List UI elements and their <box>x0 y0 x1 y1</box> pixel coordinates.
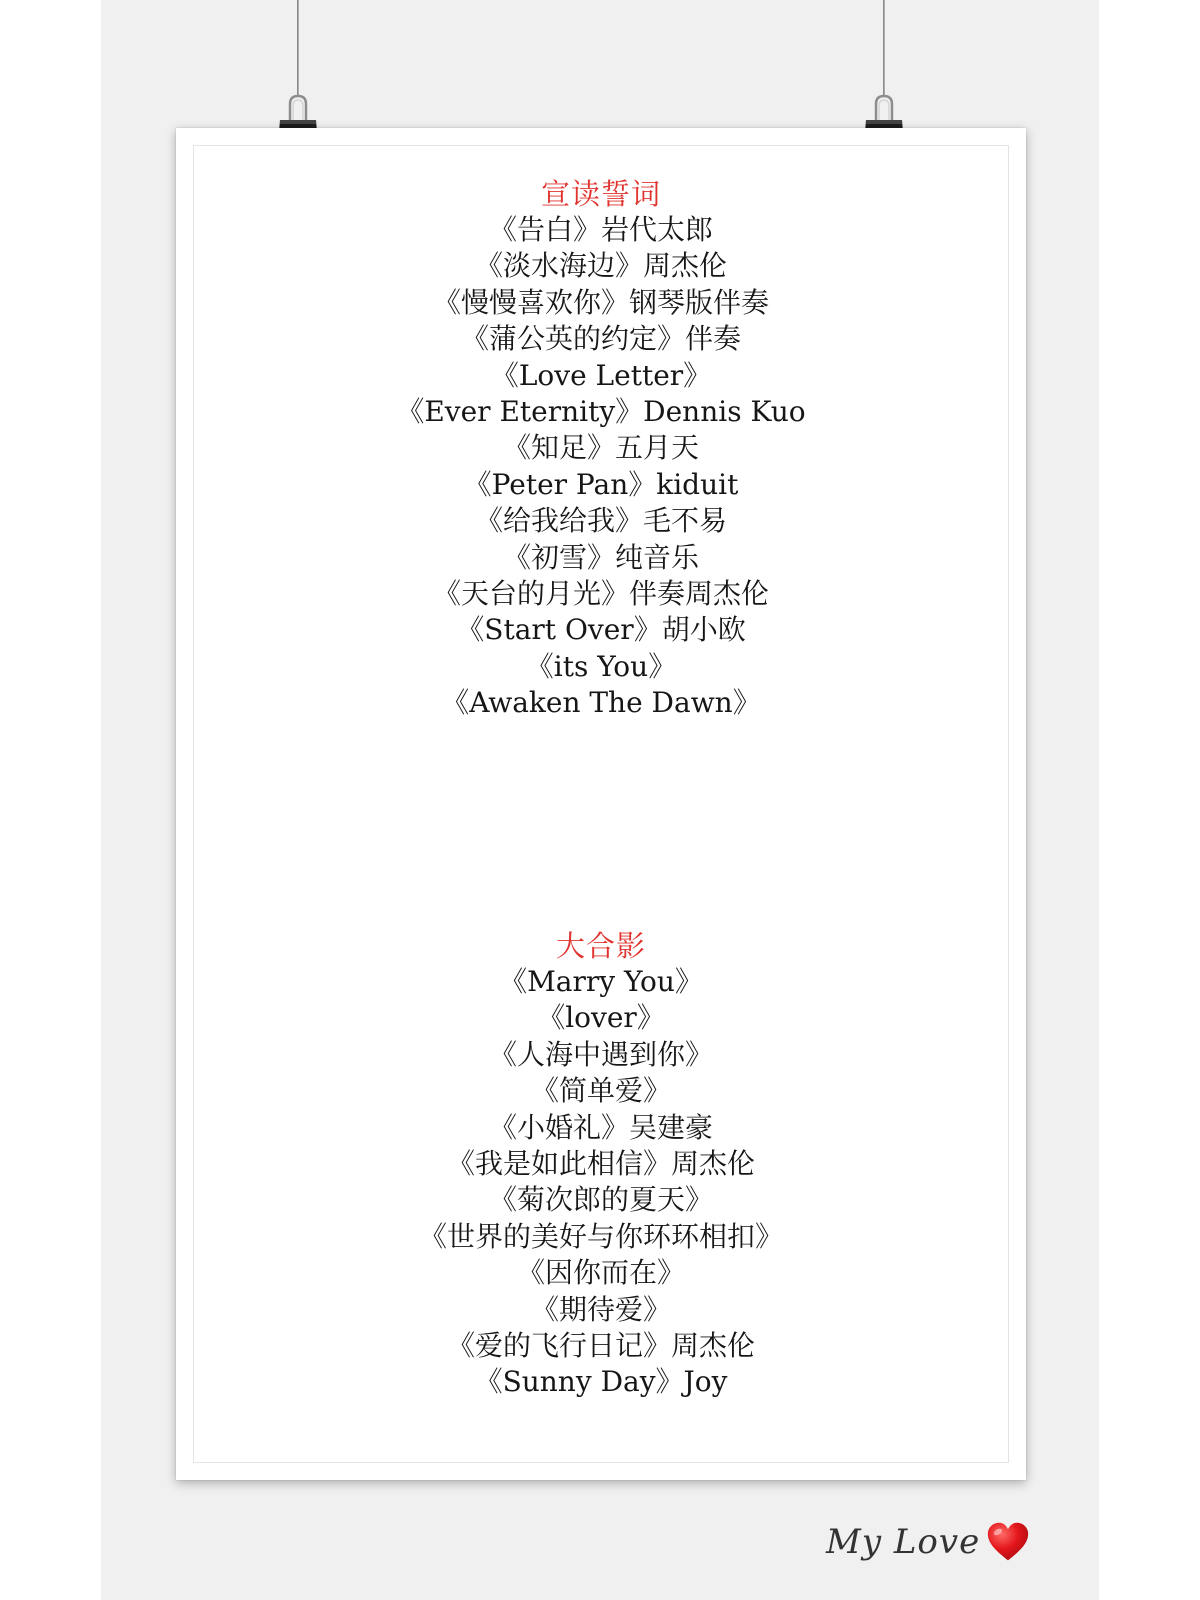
song-item: 《its You》 <box>525 649 677 683</box>
song-item: 《lover》 <box>537 1001 665 1035</box>
section-vows <box>176 176 1026 721</box>
song-list <box>176 212 1026 721</box>
song-item: 《我是如此相信》周杰伦 <box>446 1146 755 1180</box>
left-hanger-wire <box>297 0 299 96</box>
song-item: 《蒲公英的约定》伴奏 <box>460 322 741 356</box>
song-item: 《Sunny Day》Joy <box>474 1365 728 1399</box>
song-item: 《知足》五月天 <box>502 431 699 465</box>
song-item: 《菊次郎的夏天》 <box>488 1183 713 1217</box>
song-item: 《告白》岩代太郎 <box>488 213 713 246</box>
song-item: 《初雪》纯音乐 <box>502 540 699 574</box>
song-item: 《Love Letter》 <box>490 358 712 392</box>
song-item: 《给我给我》毛不易 <box>474 504 727 538</box>
song-item: 《慢慢喜欢你》钢琴版伴奏 <box>432 285 769 319</box>
right-hanger-wire <box>883 0 885 96</box>
song-item: 《Ever Eternity》Dennis Kuo <box>396 394 806 428</box>
song-item: 《天台的月光》伴奏周杰伦 <box>432 576 769 610</box>
song-item: 《人海中遇到你》 <box>488 1037 713 1071</box>
song-item: 《因你而在》 <box>516 1256 685 1290</box>
section-title: 大合影 <box>555 929 646 963</box>
song-item: 《小婚礼》吴建豪 <box>488 1110 713 1144</box>
section-group-photo <box>176 928 1026 1401</box>
song-item: 《Peter Pan》kiduit <box>463 467 739 501</box>
signature-text: My Love <box>826 1522 981 1562</box>
signature <box>826 1512 1036 1572</box>
section-title: 宣读誓词 <box>540 177 661 211</box>
song-item: 《爱的飞行日记》周杰伦 <box>446 1328 755 1362</box>
song-item: 《世界的美好与你环环相扣》 <box>418 1219 783 1253</box>
song-item: 《期待爱》 <box>530 1292 671 1326</box>
song-item: 《Start Over》胡小欧 <box>456 613 746 647</box>
song-item: 《Marry You》 <box>499 965 703 998</box>
song-item: 《淡水海边》周杰伦 <box>474 249 727 283</box>
poster <box>176 128 1026 1480</box>
song-item: 《Awaken The Dawn》 <box>441 686 761 720</box>
song-list <box>176 964 1026 1401</box>
heart-icon <box>986 1520 1030 1564</box>
song-item: 《简单爱》 <box>530 1074 671 1108</box>
